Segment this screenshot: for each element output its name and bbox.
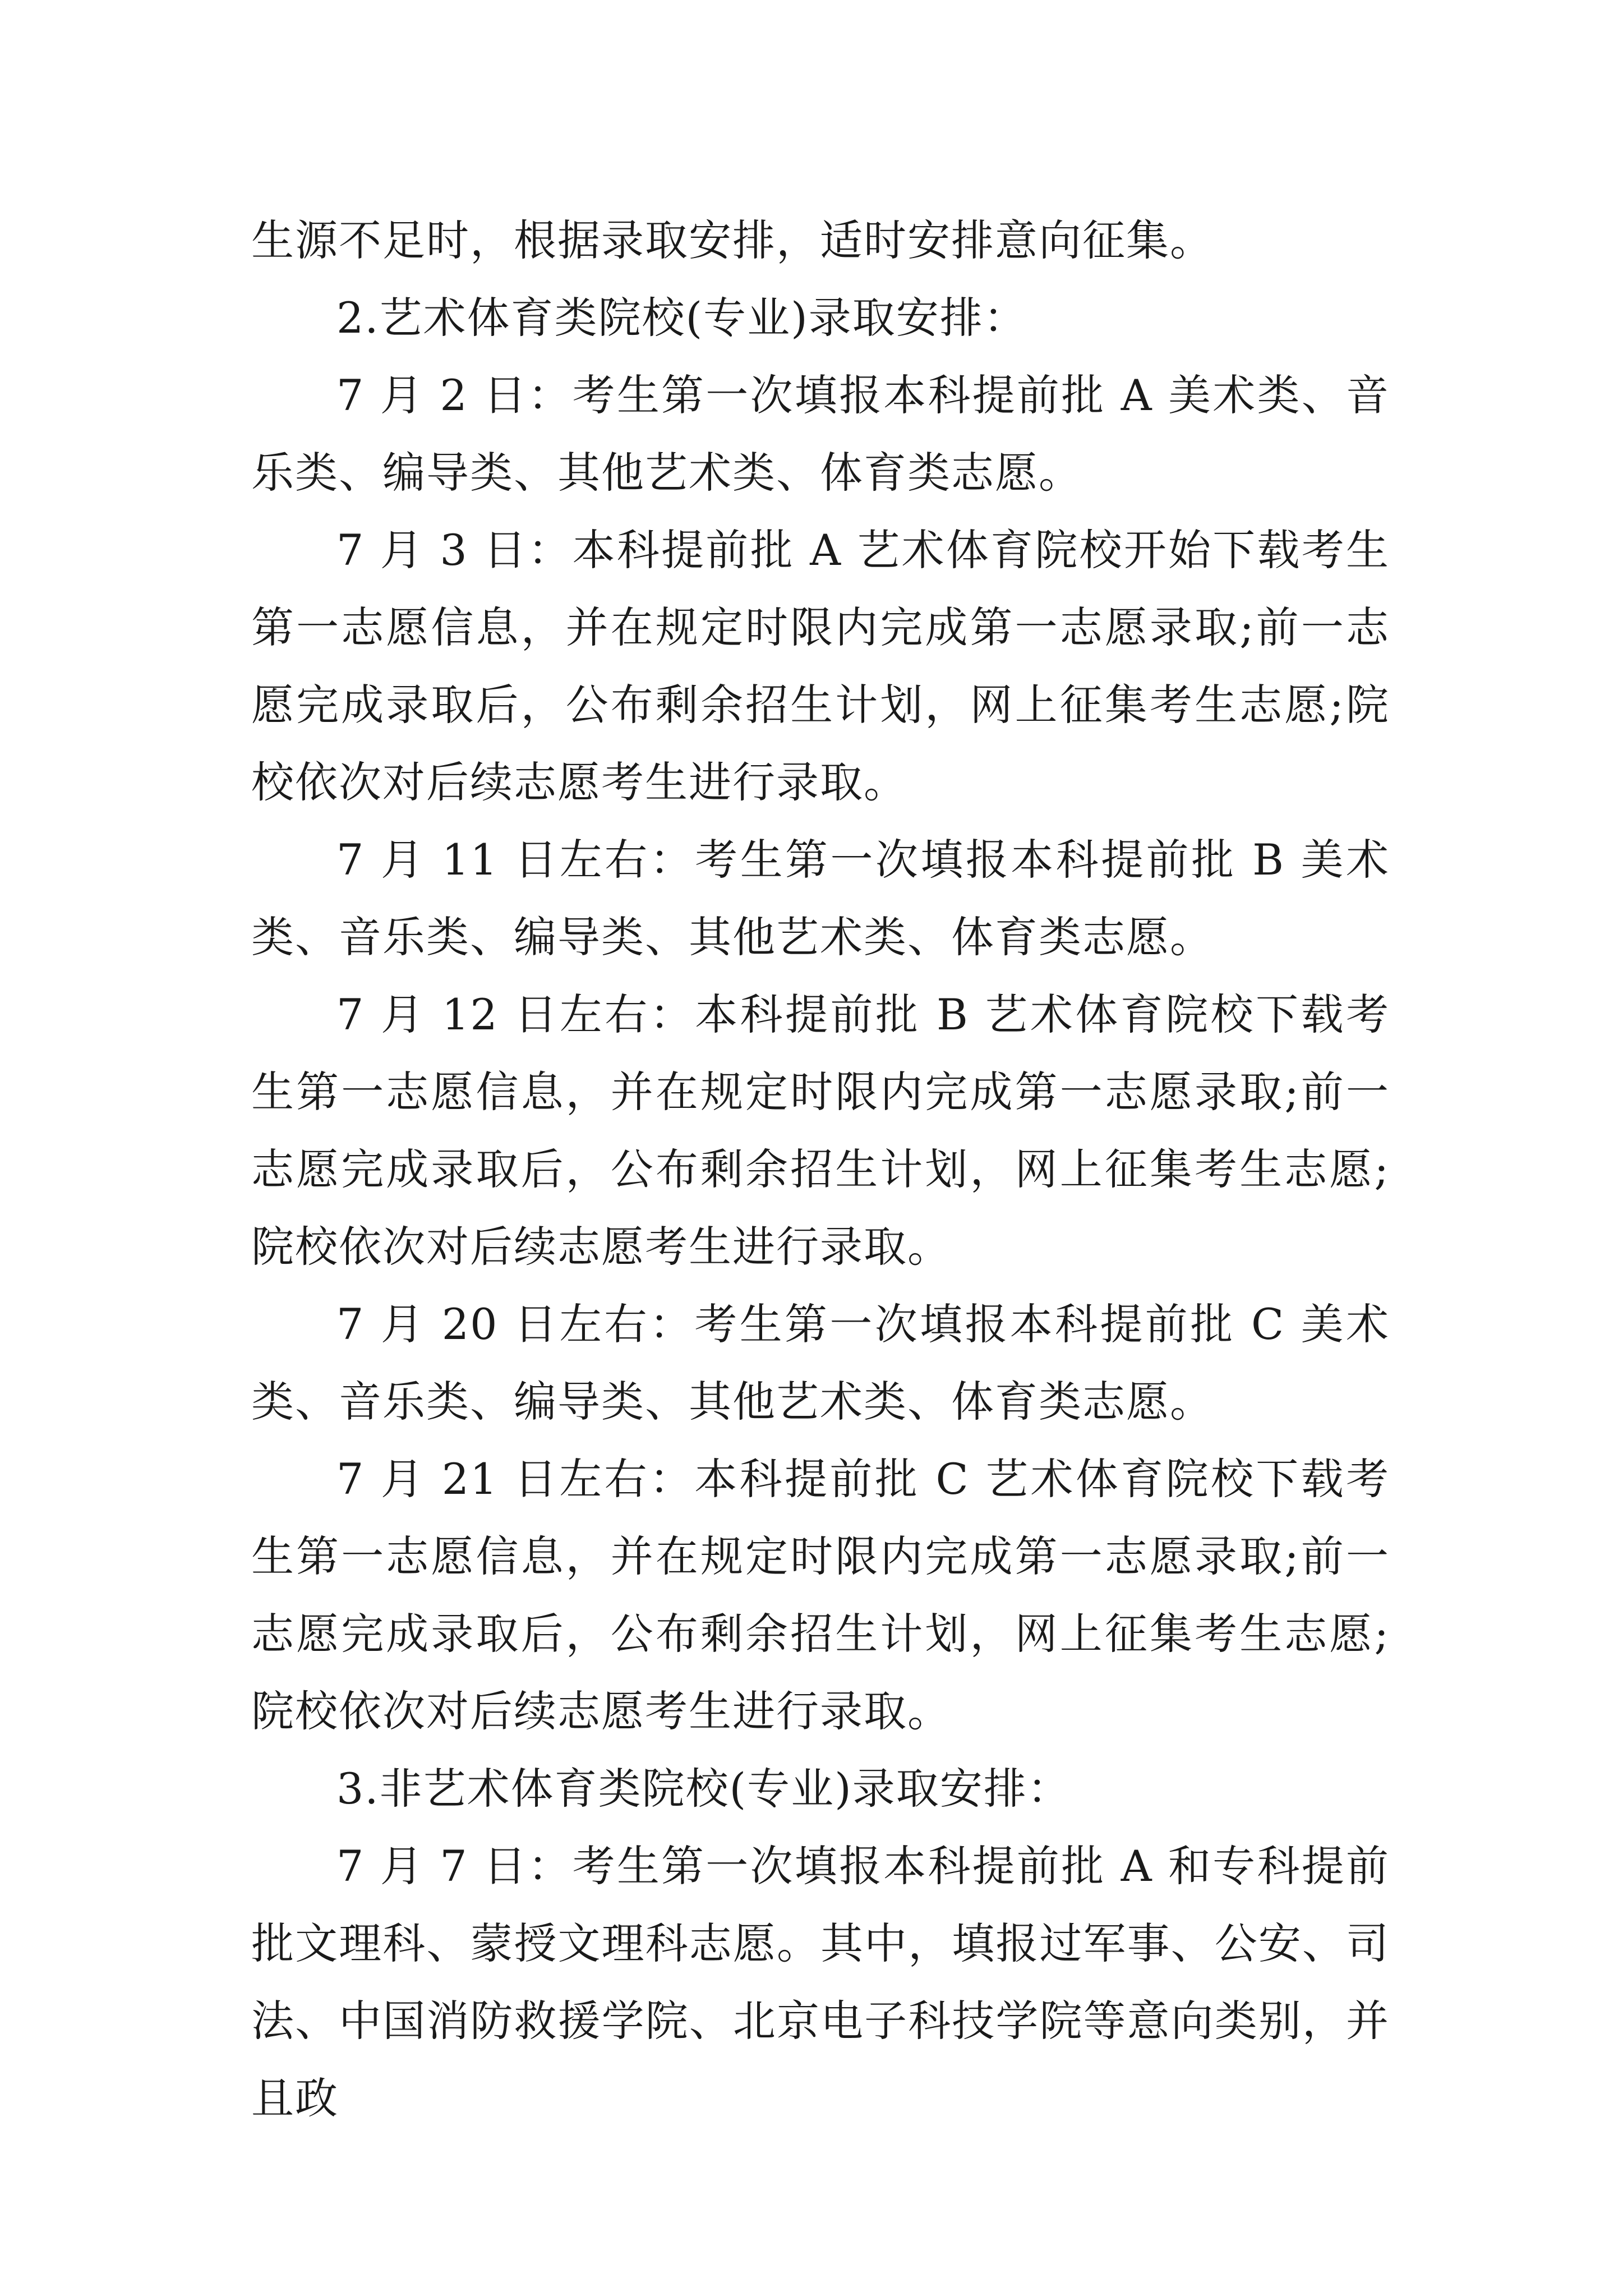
- document-body: [251, 202, 1390, 2137]
- paragraph-10: 7 月 7 日：考生第一次填报本科提前批 A 和专科提前批文理科、蒙授文理科志愿。其中，填报过军事、公安、司法、中国消防救援学院、北京电子科技学院等意向类别，并且政: [251, 1841, 1390, 2123]
- paragraph-7: 7 月 20 日左右：考生第一次填报本科提前批 C 美术类、音乐类、编导类、其他艺术类、体育类志愿。: [251, 1299, 1390, 1427]
- paragraph-4: 7 月 3 日：本科提前批 A 艺术体育院校开始下载考生第一志愿信息，并在规定时限内完成第一志愿录取;前一志愿完成录取后，公布剩余招生计划，网上征集考生志愿;院校依次对后续志愿考生进行录取。: [251, 525, 1390, 807]
- paragraph-8: 7 月 21 日左右：本科提前批 C 艺术体育院校下载考生第一志愿信息，并在规定时限内完成第一志愿录取;前一志愿完成录取后，公布剩余招生计划，网上征集考生志愿;院校依次对后续志愿考生进行录取。: [251, 1454, 1390, 1736]
- paragraph-5: 7 月 11 日左右：考生第一次填报本科提前批 B 美术类、音乐类、编导类、其他艺术类、体育类志愿。: [251, 835, 1390, 962]
- paragraph-6: 7 月 12 日左右：本科提前批 B 艺术体育院校下载考生第一志愿信息，并在规定时限内完成第一志愿录取;前一志愿完成录取后，公布剩余招生计划，网上征集考生志愿;院校依次对后续志愿考生进行录取。: [251, 990, 1390, 1272]
- paragraph-9: 3.非艺术体育类院校(专业)录取安排：: [336, 1764, 1071, 1814]
- paragraph-1: 生源不足时，根据录取安排，适时安排意向征集。: [251, 215, 1214, 265]
- paragraph-2: 2.艺术体育类院校(专业)录取安排：: [336, 293, 1027, 343]
- paragraph-3: 7 月 2 日：考生第一次填报本科提前批 A 美术类、音乐类、编导类、其他艺术类、体育类志愿。: [251, 370, 1390, 498]
